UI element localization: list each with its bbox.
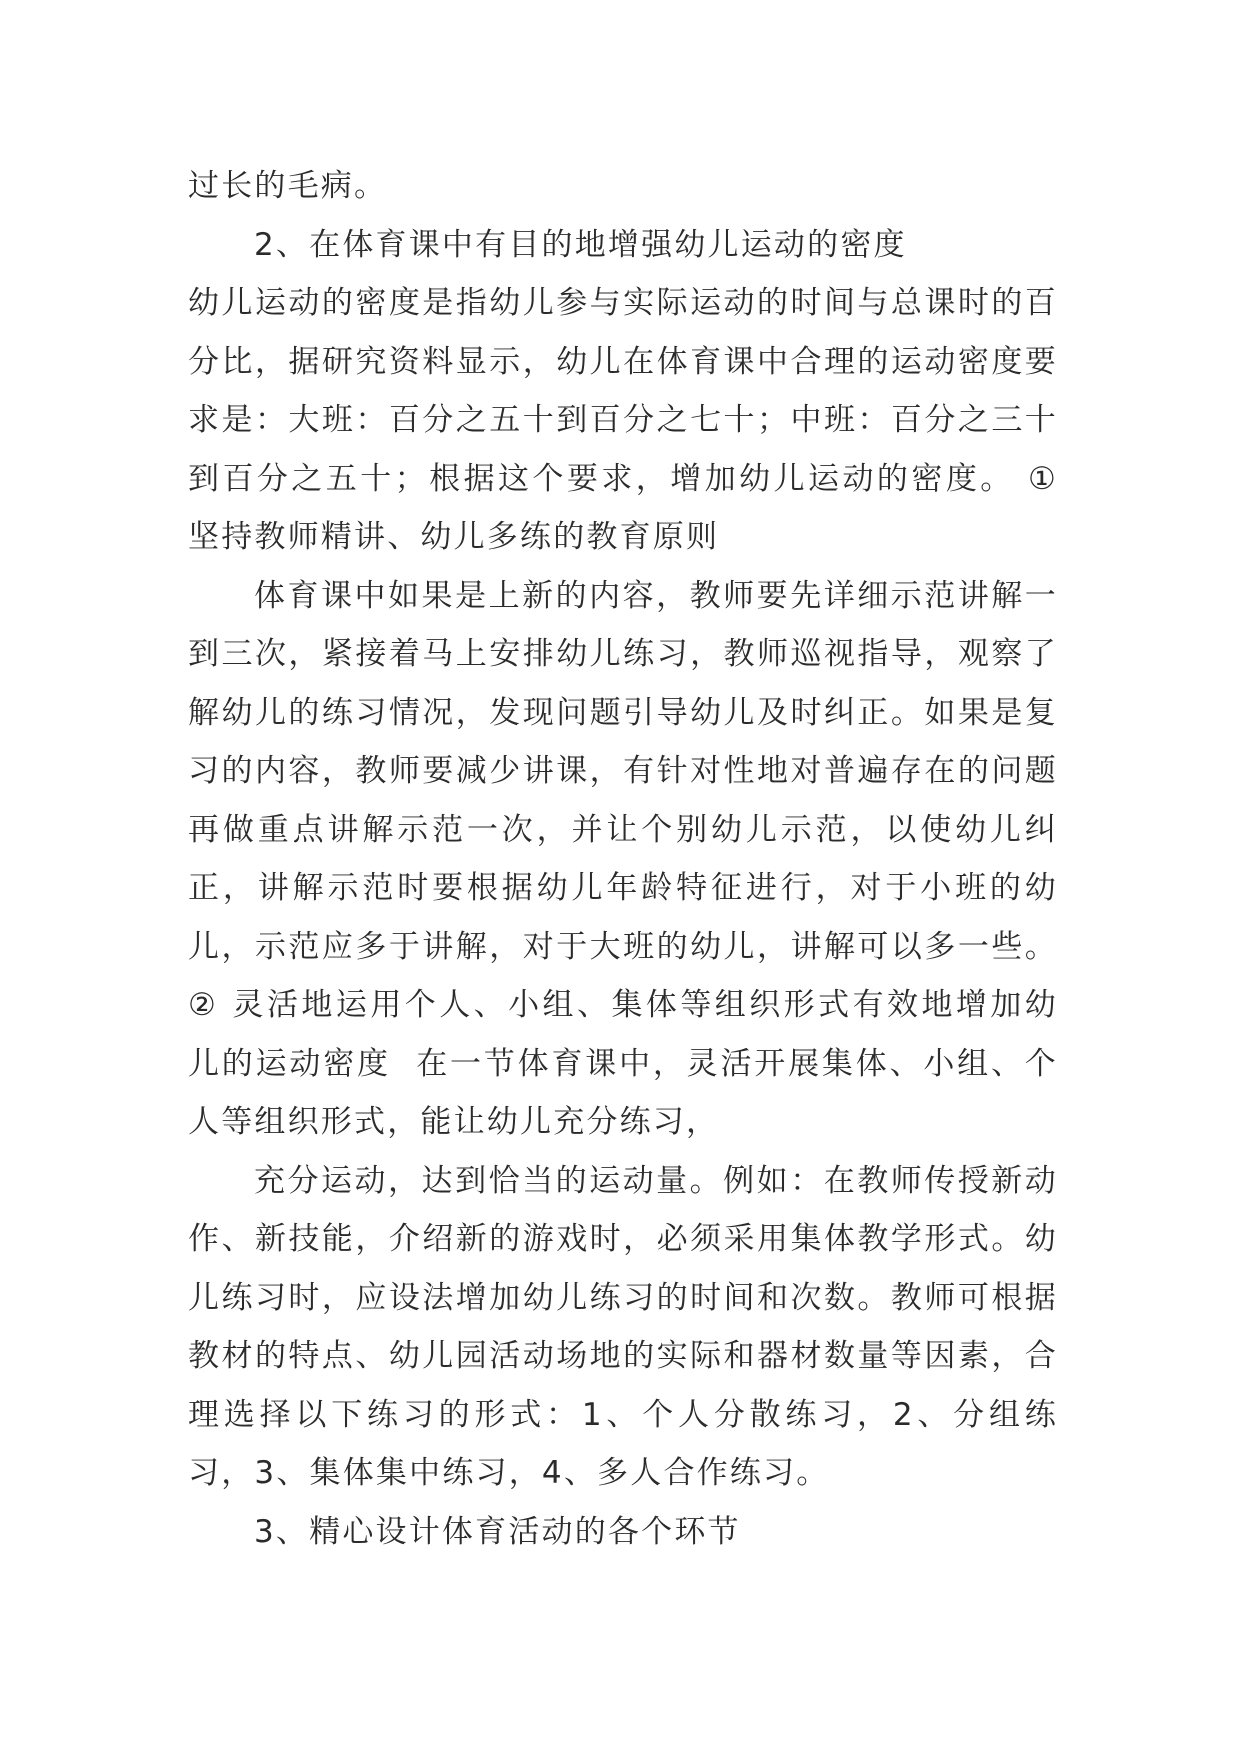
paragraph-1: 过长的毛病。 xyxy=(188,168,388,204)
paragraph-6-heading: 3、精心设计体育活动的各个环节 xyxy=(254,1513,741,1550)
paragraph-3: 幼儿运动的密度是指幼儿参与实际运动的时间与总课时的百分比，据研究资料显示，幼儿在体育课中合理的运动密度要求是：大班：百分之五十到百分之七十；中班：百分之三十到百分之五十；根据这个要求，增加幼儿运动的密度。 ①坚持教师精讲、幼儿多练的教育原则 xyxy=(188,285,1058,555)
paragraph-5: 充分运动，达到恰当的运动量。例如：在教师传授新动作、新技能，介绍新的游戏时，必须采用集体教学形式。幼儿练习时，应设法增加幼儿练习的时间和次数。教师可根据教材的特点、幼儿园活动场地的实际和器材数量等因素，合理选择以下练习的形式：1、个人分散练习，2、分组练习，3、集体集中练习，4、多人合作练习。 xyxy=(188,1162,1058,1491)
paragraph-2-heading: 2、在体育课中有目的地增强幼儿运动的密度 xyxy=(254,226,907,263)
paragraph-4: 体育课中如果是上新的内容，教师要先详细示范讲解一到三次，紧接着马上安排幼儿练习，教师巡视指导，观察了解幼儿的练习情况，发现问题引导幼儿及时纠正。如果是复习的内容，教师要减少讲课，有针对性地对普遍存在的问题再做重点讲解示范一次，并让个别幼儿示范，以使幼儿纠正，讲解示范时要根据幼儿年龄特征进行，对于小班的幼儿，示范应多于讲解，对于大班的幼儿，讲解可以多一些。② 灵活地运用个人、小组、集体等组织形式有效地增加幼儿的运动密度 在一节体育课中，灵活开展集体、小组、个人等组织形式，能让幼儿充分练习， xyxy=(188,577,1058,1140)
document-body xyxy=(188,157,1058,1561)
